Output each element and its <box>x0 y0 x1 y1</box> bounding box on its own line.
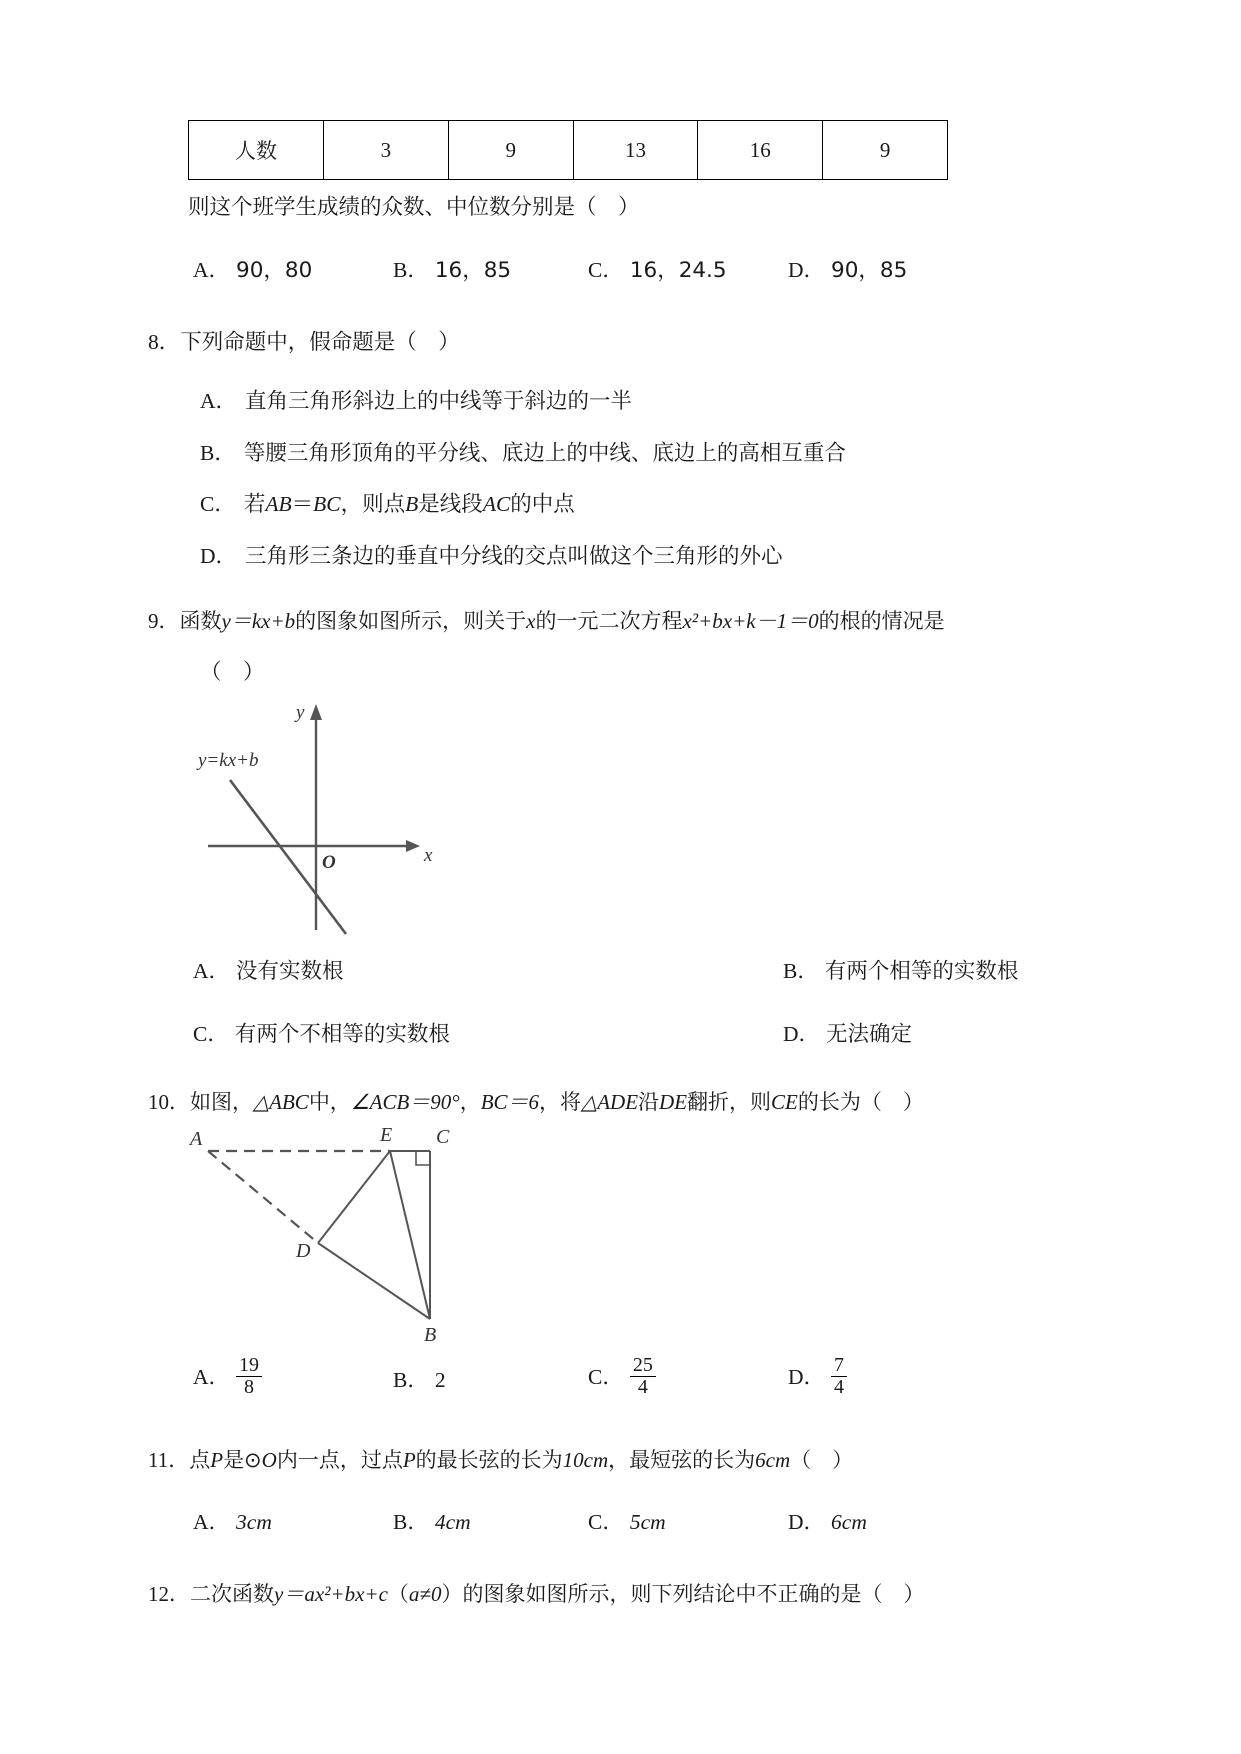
q10-option-d[interactable] <box>788 1353 847 1400</box>
numerator: 7 <box>831 1355 847 1377</box>
q10-number: 10． <box>148 1089 190 1114</box>
q10-stem <box>148 1089 1093 1114</box>
option-text: 没有实数根 <box>236 958 344 984</box>
x-axis-arrow <box>406 840 420 852</box>
q10-p3: ， <box>459 1089 481 1114</box>
q9-stem <box>148 611 1093 632</box>
q9-number: 9． <box>148 609 180 633</box>
q9-p1: 函数 <box>179 609 222 633</box>
length-6cm: 6cm <box>755 1447 791 1472</box>
fraction-25-4 <box>630 1355 656 1398</box>
q7-stem: 则这个班学生成绩的众数、中位数分别是（ ） <box>188 195 640 220</box>
option-mid: ，则点 <box>340 492 406 517</box>
option-tag: C． <box>193 1021 229 1046</box>
q10-p6: 翻折，则 <box>687 1089 772 1114</box>
option-tag: B． <box>393 257 429 282</box>
label-c: C <box>436 1125 450 1148</box>
q8-option-a[interactable] <box>200 391 1093 413</box>
right-angle-mark <box>416 1151 430 1165</box>
circle-o: O <box>261 1447 277 1472</box>
fraction-19-8 <box>236 1355 262 1398</box>
segment-eb <box>390 1151 430 1319</box>
q12-stem <box>148 1581 1093 1606</box>
q9-option-a[interactable] <box>193 954 593 985</box>
q10-option-a[interactable] <box>193 1353 393 1400</box>
option-text: 90，80 <box>236 257 313 283</box>
frequency-table <box>188 120 948 180</box>
numerator: 25 <box>630 1355 656 1377</box>
q9-stem-paren: （ ） <box>200 660 265 685</box>
q9-options-row2 <box>193 1017 1093 1048</box>
segment-ac: AC <box>482 492 511 516</box>
q11-stem <box>148 1447 1093 1472</box>
table-cell-0: 3 <box>324 121 449 180</box>
q10-option-b[interactable] <box>393 1363 588 1394</box>
option-tag: C． <box>588 257 624 282</box>
q11-option-d[interactable] <box>788 1505 867 1536</box>
option-tag: C． <box>200 492 236 516</box>
label-d: D <box>296 1239 311 1262</box>
option-text: 16，24.5 <box>629 257 727 283</box>
q9-p4: 的根的情况是 <box>818 609 945 633</box>
option-tag: D． <box>200 543 238 568</box>
q11-p1: 点 <box>189 1447 211 1472</box>
page-content <box>148 120 1093 1605</box>
q12-number: 12． <box>148 1581 190 1606</box>
q10-figure <box>148 1123 1093 1353</box>
option-tag: B． <box>783 958 819 983</box>
segment-db <box>318 1243 430 1319</box>
q10-options <box>193 1353 1093 1400</box>
label-a: A <box>190 1127 203 1150</box>
option-text: 三角形三条边的垂直中分线的交点叫做这个三角形的外心 <box>245 543 783 569</box>
y-axis-label: y <box>296 701 305 723</box>
q8-stem-text: 下列命题中，假命题是（ ） <box>180 329 460 355</box>
option-tag: B． <box>200 440 236 465</box>
option-tag: A． <box>193 1509 231 1534</box>
q11-p6: ，最短弦的长为 <box>608 1447 756 1472</box>
condition-a-nonzero: a≠0 <box>408 1581 442 1606</box>
table-cell-2: 13 <box>573 121 698 180</box>
q8-option-b[interactable] <box>200 440 1093 466</box>
fraction-7-4 <box>831 1355 847 1398</box>
q10-option-c[interactable] <box>588 1353 788 1400</box>
label-b: B <box>424 1323 437 1346</box>
q10-p4: ，将 <box>539 1089 582 1114</box>
option-tag: A． <box>193 1365 231 1389</box>
option-post: 的中点 <box>510 492 575 517</box>
q7-options <box>193 253 1093 284</box>
option-text: 等腰三角形顶角的平分线、底边上的中线、底边上的高相互重合 <box>243 440 846 466</box>
quadratic-equation: x²+bx+k－1＝0 <box>682 609 819 633</box>
segment-ce: CE <box>771 1089 798 1114</box>
q8-option-d[interactable] <box>200 543 1093 569</box>
option-text: 无法确定 <box>826 1021 913 1047</box>
option-text: 5cm <box>629 1509 666 1534</box>
option-pre: 若 <box>243 492 266 517</box>
q11-p3: 内一点，过点 <box>276 1447 403 1472</box>
q11-number: 11． <box>148 1447 190 1472</box>
triangle-fold-svg <box>178 1123 528 1348</box>
option-tag: D． <box>783 1021 821 1046</box>
x-axis-label: x <box>424 844 433 866</box>
option-text: 90，85 <box>831 257 908 283</box>
side-bc: BC＝6 <box>480 1089 540 1114</box>
denominator: 8 <box>244 1375 255 1398</box>
q9-option-d[interactable] <box>783 1017 912 1048</box>
table-cell-1: 9 <box>448 121 573 180</box>
option-tag: A． <box>193 958 231 983</box>
q9-option-b[interactable] <box>783 954 1018 985</box>
segment-ab: AB <box>265 492 292 516</box>
q10-p5: 沿 <box>638 1089 660 1114</box>
point-p: P <box>210 1447 224 1472</box>
option-text: 4cm <box>434 1509 471 1534</box>
option-tag: B． <box>393 1367 429 1392</box>
segment-de: DE <box>659 1089 688 1114</box>
equals-sign: ＝ <box>291 492 314 517</box>
q8-number: 8． <box>148 329 181 354</box>
option-tag: D． <box>788 1365 826 1389</box>
option-text: 有两个不相等的实数根 <box>234 1021 450 1047</box>
segment-bc: BC <box>313 492 341 516</box>
triangle-ade: △ADE <box>581 1089 639 1114</box>
line-equation-label: y=kx+b <box>198 749 259 771</box>
q8-option-c[interactable] <box>200 494 1093 516</box>
angle-acb: ∠ACB＝90° <box>350 1089 460 1114</box>
table-cell-4: 9 <box>823 121 948 180</box>
point-p-2: P <box>402 1447 416 1472</box>
q12-p2: （ <box>387 1581 409 1606</box>
linear-function: y＝kx+b <box>221 609 296 633</box>
table-row-label: 人数 <box>189 121 324 180</box>
variable-x: x <box>526 609 536 633</box>
q11-p2: 是⊙ <box>223 1447 262 1472</box>
table-row <box>189 121 948 180</box>
option-text: 直角三角形斜边上的中线等于斜边的一半 <box>245 389 633 414</box>
q8-stem <box>148 329 1093 355</box>
option-text: 2 <box>434 1367 446 1392</box>
denominator: 4 <box>637 1375 648 1398</box>
q11-option-a[interactable] <box>193 1505 393 1536</box>
option-text: 有两个相等的实数根 <box>824 958 1019 984</box>
denominator: 4 <box>834 1375 845 1398</box>
option-text: 3cm <box>236 1509 272 1534</box>
option-tag: D． <box>788 257 826 282</box>
q9-p3: 的一元二次方程 <box>535 609 683 633</box>
q7-option-d[interactable] <box>788 253 907 284</box>
q11-p5: 的最长弦的长为 <box>415 1447 563 1472</box>
q10-p2: 中， <box>308 1089 351 1114</box>
option-mid2: 是线段 <box>418 492 483 517</box>
q7-option-b[interactable] <box>393 253 588 284</box>
q9-figure <box>148 698 1093 948</box>
q10-p1: 如图， <box>190 1089 253 1114</box>
origin-label: O <box>322 851 336 873</box>
numerator: 19 <box>236 1355 262 1377</box>
q11-option-c[interactable] <box>588 1505 788 1536</box>
triangle-abc: △ABC <box>253 1089 309 1114</box>
option-text: 6cm <box>831 1509 867 1534</box>
q12-p3: ）的图象如图所示，则下列结论中不正确的是（ ） <box>441 1581 925 1606</box>
option-tag: A． <box>200 389 238 413</box>
q7-option-a[interactable] <box>193 253 393 284</box>
option-text: 16，85 <box>434 257 512 283</box>
quadratic-function: y＝ax²+bx+c <box>274 1581 388 1606</box>
q12-p1: 二次函数 <box>190 1581 274 1606</box>
segment-de <box>318 1151 390 1243</box>
q10-p7: 的长为（ ） <box>797 1089 924 1114</box>
q9-option-c[interactable] <box>193 1017 593 1048</box>
option-tag: D． <box>788 1509 826 1534</box>
option-tag: B． <box>393 1509 429 1534</box>
y-axis-arrow <box>310 704 322 720</box>
option-tag: C． <box>588 1509 624 1534</box>
q11-p7: （ ） <box>790 1447 854 1472</box>
q7-option-c[interactable] <box>588 253 788 284</box>
linear-graph-svg <box>188 698 488 943</box>
label-e: E <box>380 1123 393 1146</box>
length-10cm: 10cm <box>562 1447 609 1472</box>
q11-option-b[interactable] <box>393 1505 588 1536</box>
option-tag: A． <box>193 257 231 282</box>
segment-ad-dashed <box>208 1151 318 1243</box>
point-b: B <box>405 492 419 516</box>
table-cell-3: 16 <box>698 121 823 180</box>
q9-p2: 的图象如图所示，则关于 <box>295 609 527 633</box>
q11-options <box>193 1505 1093 1536</box>
q9-options-row1 <box>193 954 1093 985</box>
option-tag: C． <box>588 1365 624 1389</box>
